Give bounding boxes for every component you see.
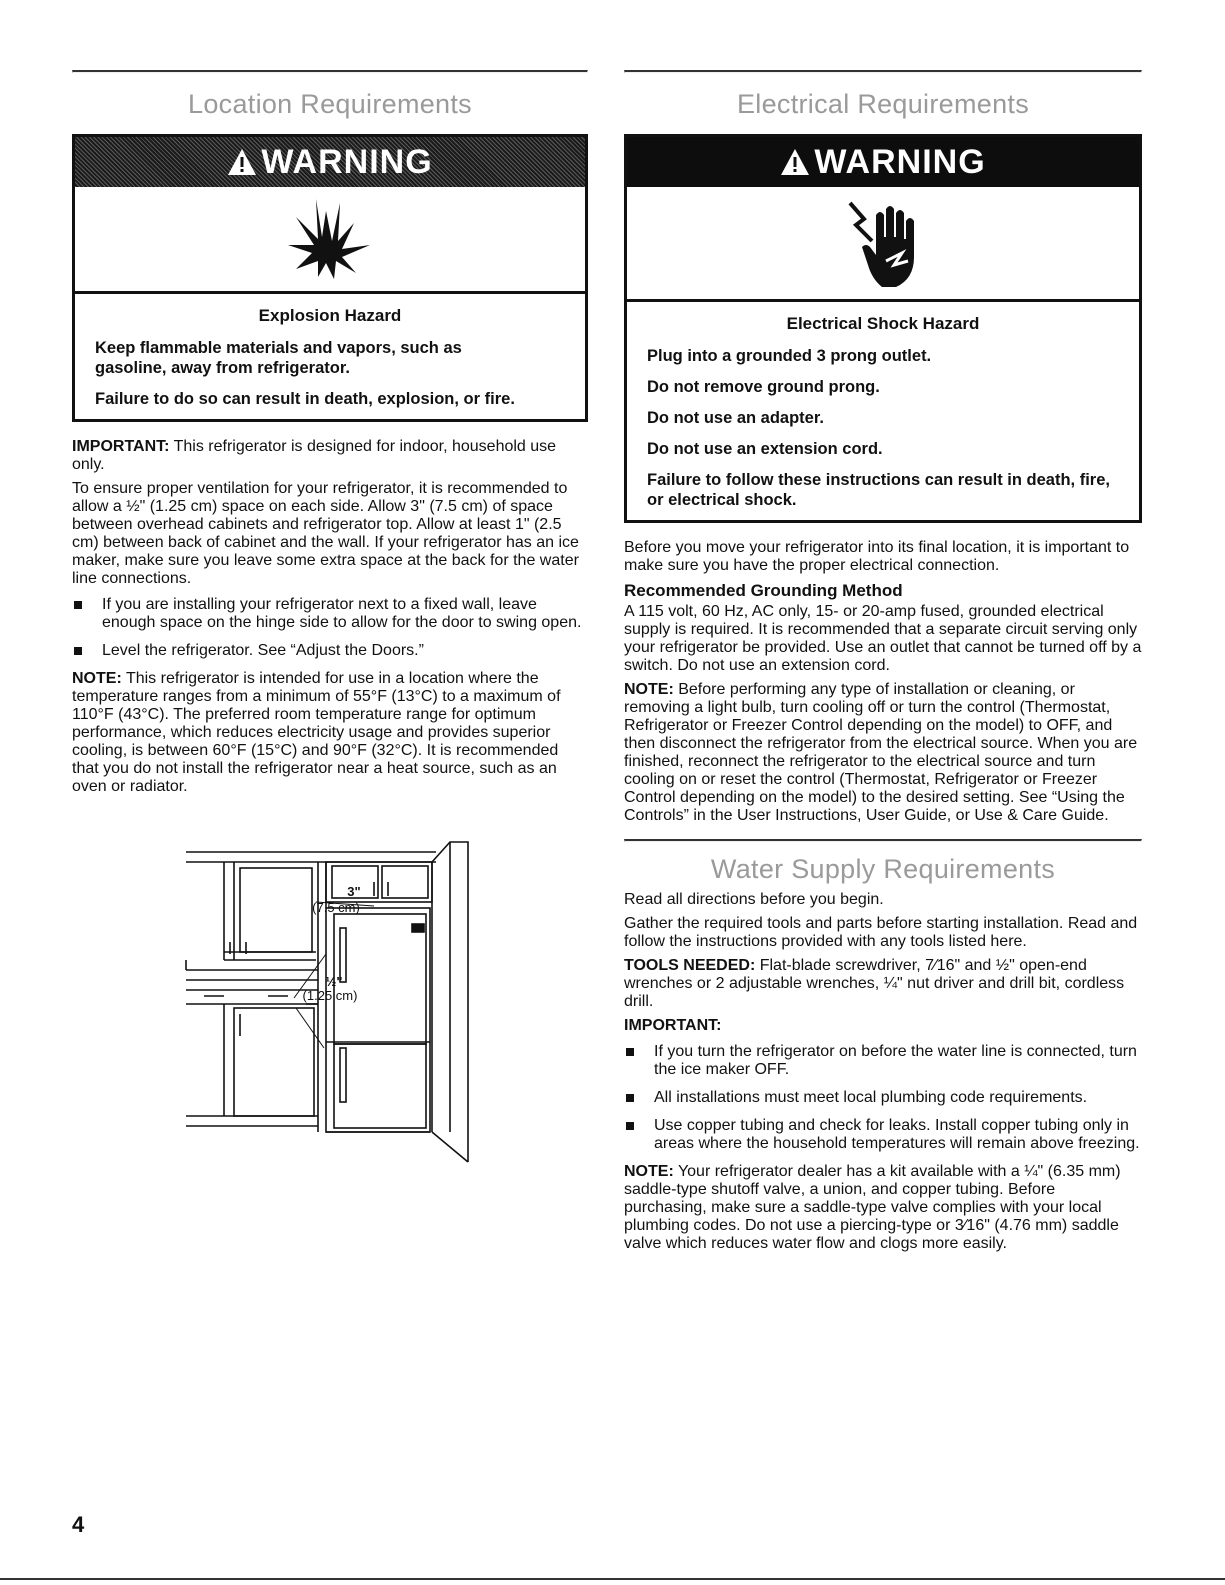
hazard-title: Explosion Hazard: [258, 306, 402, 325]
warning-line-5: Failure to follow these instructions can result in death, fire, or electrical shock.: [647, 471, 1110, 509]
grounding-heading: Recommended Grounding Method: [624, 581, 903, 600]
alert-triangle-icon: [227, 148, 257, 176]
list-item: If you are installing your refrigerator next to a fixed wall, leave enough space on the hinge side to allow for the door to swing open.: [72, 596, 588, 632]
important-label: IMPORTANT:: [72, 438, 170, 455]
warning-line-2: Failure to do so can result in death, explosion, or fire.: [95, 390, 515, 408]
note-label: NOTE:: [72, 670, 122, 687]
list-item: Use copper tubing and check for leaks. Install copper tubing only in areas where the household temperatures will remain above freezing.: [624, 1117, 1142, 1153]
warning-banner: [627, 137, 1139, 187]
explosion-icon: [282, 197, 378, 281]
shock-pictogram: [627, 187, 1139, 302]
water-paragraph-1: Read all directions before you begin.: [624, 891, 884, 908]
important-text: This refrigerator is designed for indoor, household use only.: [72, 438, 557, 473]
grounding-paragraph: A 115 volt, 60 Hz, AC only, 15- or 20-amp fused, grounded electrical supply is required. It is recommended that a separate circuit serving only your refrigerator be provided. Use an outlet that cannot be turned off by a switch. Do not use an extension cord.: [624, 603, 1142, 674]
explosion-pictogram: [75, 187, 585, 294]
warning-body: [75, 294, 585, 419]
warning-label: WARNING: [814, 142, 986, 181]
electrical-warning-box: [624, 134, 1142, 523]
list-item: All installations must meet local plumbing code requirements.: [624, 1089, 1142, 1107]
location-requirements-heading: Location Requirements: [188, 89, 472, 119]
note-text: Your refrigerator dealer has a kit available with a ¼" (6.35 mm) saddle-type shutoff valve, a union, and copper tubing. Before purchasing, make sure a saddle-type valve complies with your local plumbing codes. Do not use a piercing-type or 3⁄16" (4.76 mm) saddle valve which reduces water flow and clogs more easily.: [624, 1163, 1121, 1252]
bottom-rule: [0, 1578, 1225, 1580]
water-bullets: [624, 1043, 1142, 1153]
side-clearance-cm: (1.25 cm): [302, 988, 358, 1003]
warning-line-2: Do not remove ground prong.: [647, 378, 880, 396]
warning-line-4: Do not use an extension cord.: [647, 440, 883, 458]
alert-triangle-icon: [780, 148, 810, 176]
electrical-intro: Before you move your refrigerator into its final location, it is important to make sure you have the proper electrical connection.: [624, 539, 1130, 574]
water-supply-heading: Water Supply Requirements: [710, 854, 1056, 884]
warning-line-1: Plug into a grounded 3 prong outlet.: [647, 347, 932, 365]
top-clearance-cm: (7.5 cm): [312, 900, 360, 915]
note-text: This refrigerator is intended for use in a location where the temperature ranges from a minimum of 55°F (13°C) to a maximum of 110°F (43°C). The preferred room temperature range for optimum performance, which reduces electricity usage and provides superior cooling, is between 60°F (15°C) and 90°F (32°C). It is recommended that you do not install the refrigerator near a heat source, such as an oven or radiator.: [72, 670, 561, 795]
list-item: Level the refrigerator. See “Adjust the Doors.”: [72, 642, 588, 660]
location-body: [72, 438, 588, 796]
warning-line-3: Do not use an adapter.: [647, 409, 824, 427]
electric-shock-hand-icon: [846, 195, 920, 291]
top-rule: [72, 70, 588, 73]
section-rule: [624, 839, 1142, 842]
note-label: NOTE:: [624, 1163, 674, 1180]
tools-text: Flat-blade screwdriver, 7⁄16" and ½" open-end wrenches or 2 adjustable wrenches, ¼" nut driver and drill bit, cordless drill.: [624, 957, 1125, 1010]
page-number: 4: [72, 1512, 85, 1537]
warning-body: [627, 302, 1139, 520]
note-paragraph: [624, 681, 1142, 825]
hazard-title: Electrical Shock Hazard: [786, 314, 980, 333]
explosion-warning-box: [72, 134, 588, 422]
warning-banner: [75, 137, 585, 187]
water-important-heading: IMPORTANT:: [624, 1017, 722, 1034]
important-paragraph: [72, 438, 588, 474]
water-body: [624, 891, 1142, 1253]
note-label: NOTE:: [624, 681, 674, 698]
warning-line-1: Keep flammable materials and vapors, such as gasoline, away from refrigerator.: [95, 339, 462, 377]
clearance-diagram: [184, 838, 484, 1164]
note-paragraph: [72, 670, 588, 796]
tools-paragraph: [624, 957, 1142, 1011]
water-note-paragraph: [624, 1163, 1142, 1253]
location-requirements-column: [72, 70, 588, 1003]
water-paragraph-2: Gather the required tools and parts before starting installation. Read and follow the instructions provided with any tools listed here.: [624, 915, 1138, 950]
top-rule: [624, 70, 1142, 73]
warning-label: WARNING: [261, 142, 433, 181]
list-item: If you turn the refrigerator on before the water line is connected, turn the ice maker OFF.: [624, 1043, 1142, 1079]
ventilation-paragraph: To ensure proper ventilation for your refrigerator, it is recommended to allow a ½" (1.25 cm) space on each side. Allow 3" (7.5 cm) of space between overhead cabinets and refrigerator top. Allow at least 1" (2.5 cm) between back of cabinet and the wall. If your refrigerator has an ice maker, make sure you leave some extra space at the back for the water line connections.: [72, 480, 579, 587]
electrical-requirements-column: [624, 70, 1142, 1259]
electrical-requirements-heading: Electrical Requirements: [736, 89, 1029, 119]
tools-label: TOOLS NEEDED:: [624, 957, 756, 974]
top-clearance-inches: 3": [347, 884, 361, 899]
electrical-body: [624, 539, 1142, 825]
note-text: Before performing any type of installation or cleaning, or removing a light bulb, turn cooling off or turn the control (Thermostat, Refrigerator or Freezer Control depending on the model) to OFF, and then disconnect the refrigerator from the electrical source. When you are finished, reconnect the refrigerator to the electrical source and turn cooling on or reset the control (Thermostat, Refrigerator or Freezer Control depending on the model) to the desired setting. See “Using the Controls” in the User Instructions, User Guide, or Use & Care Guide.: [624, 681, 1138, 824]
location-bullets: [72, 596, 588, 660]
side-clearance-inches: ½": [325, 974, 343, 989]
